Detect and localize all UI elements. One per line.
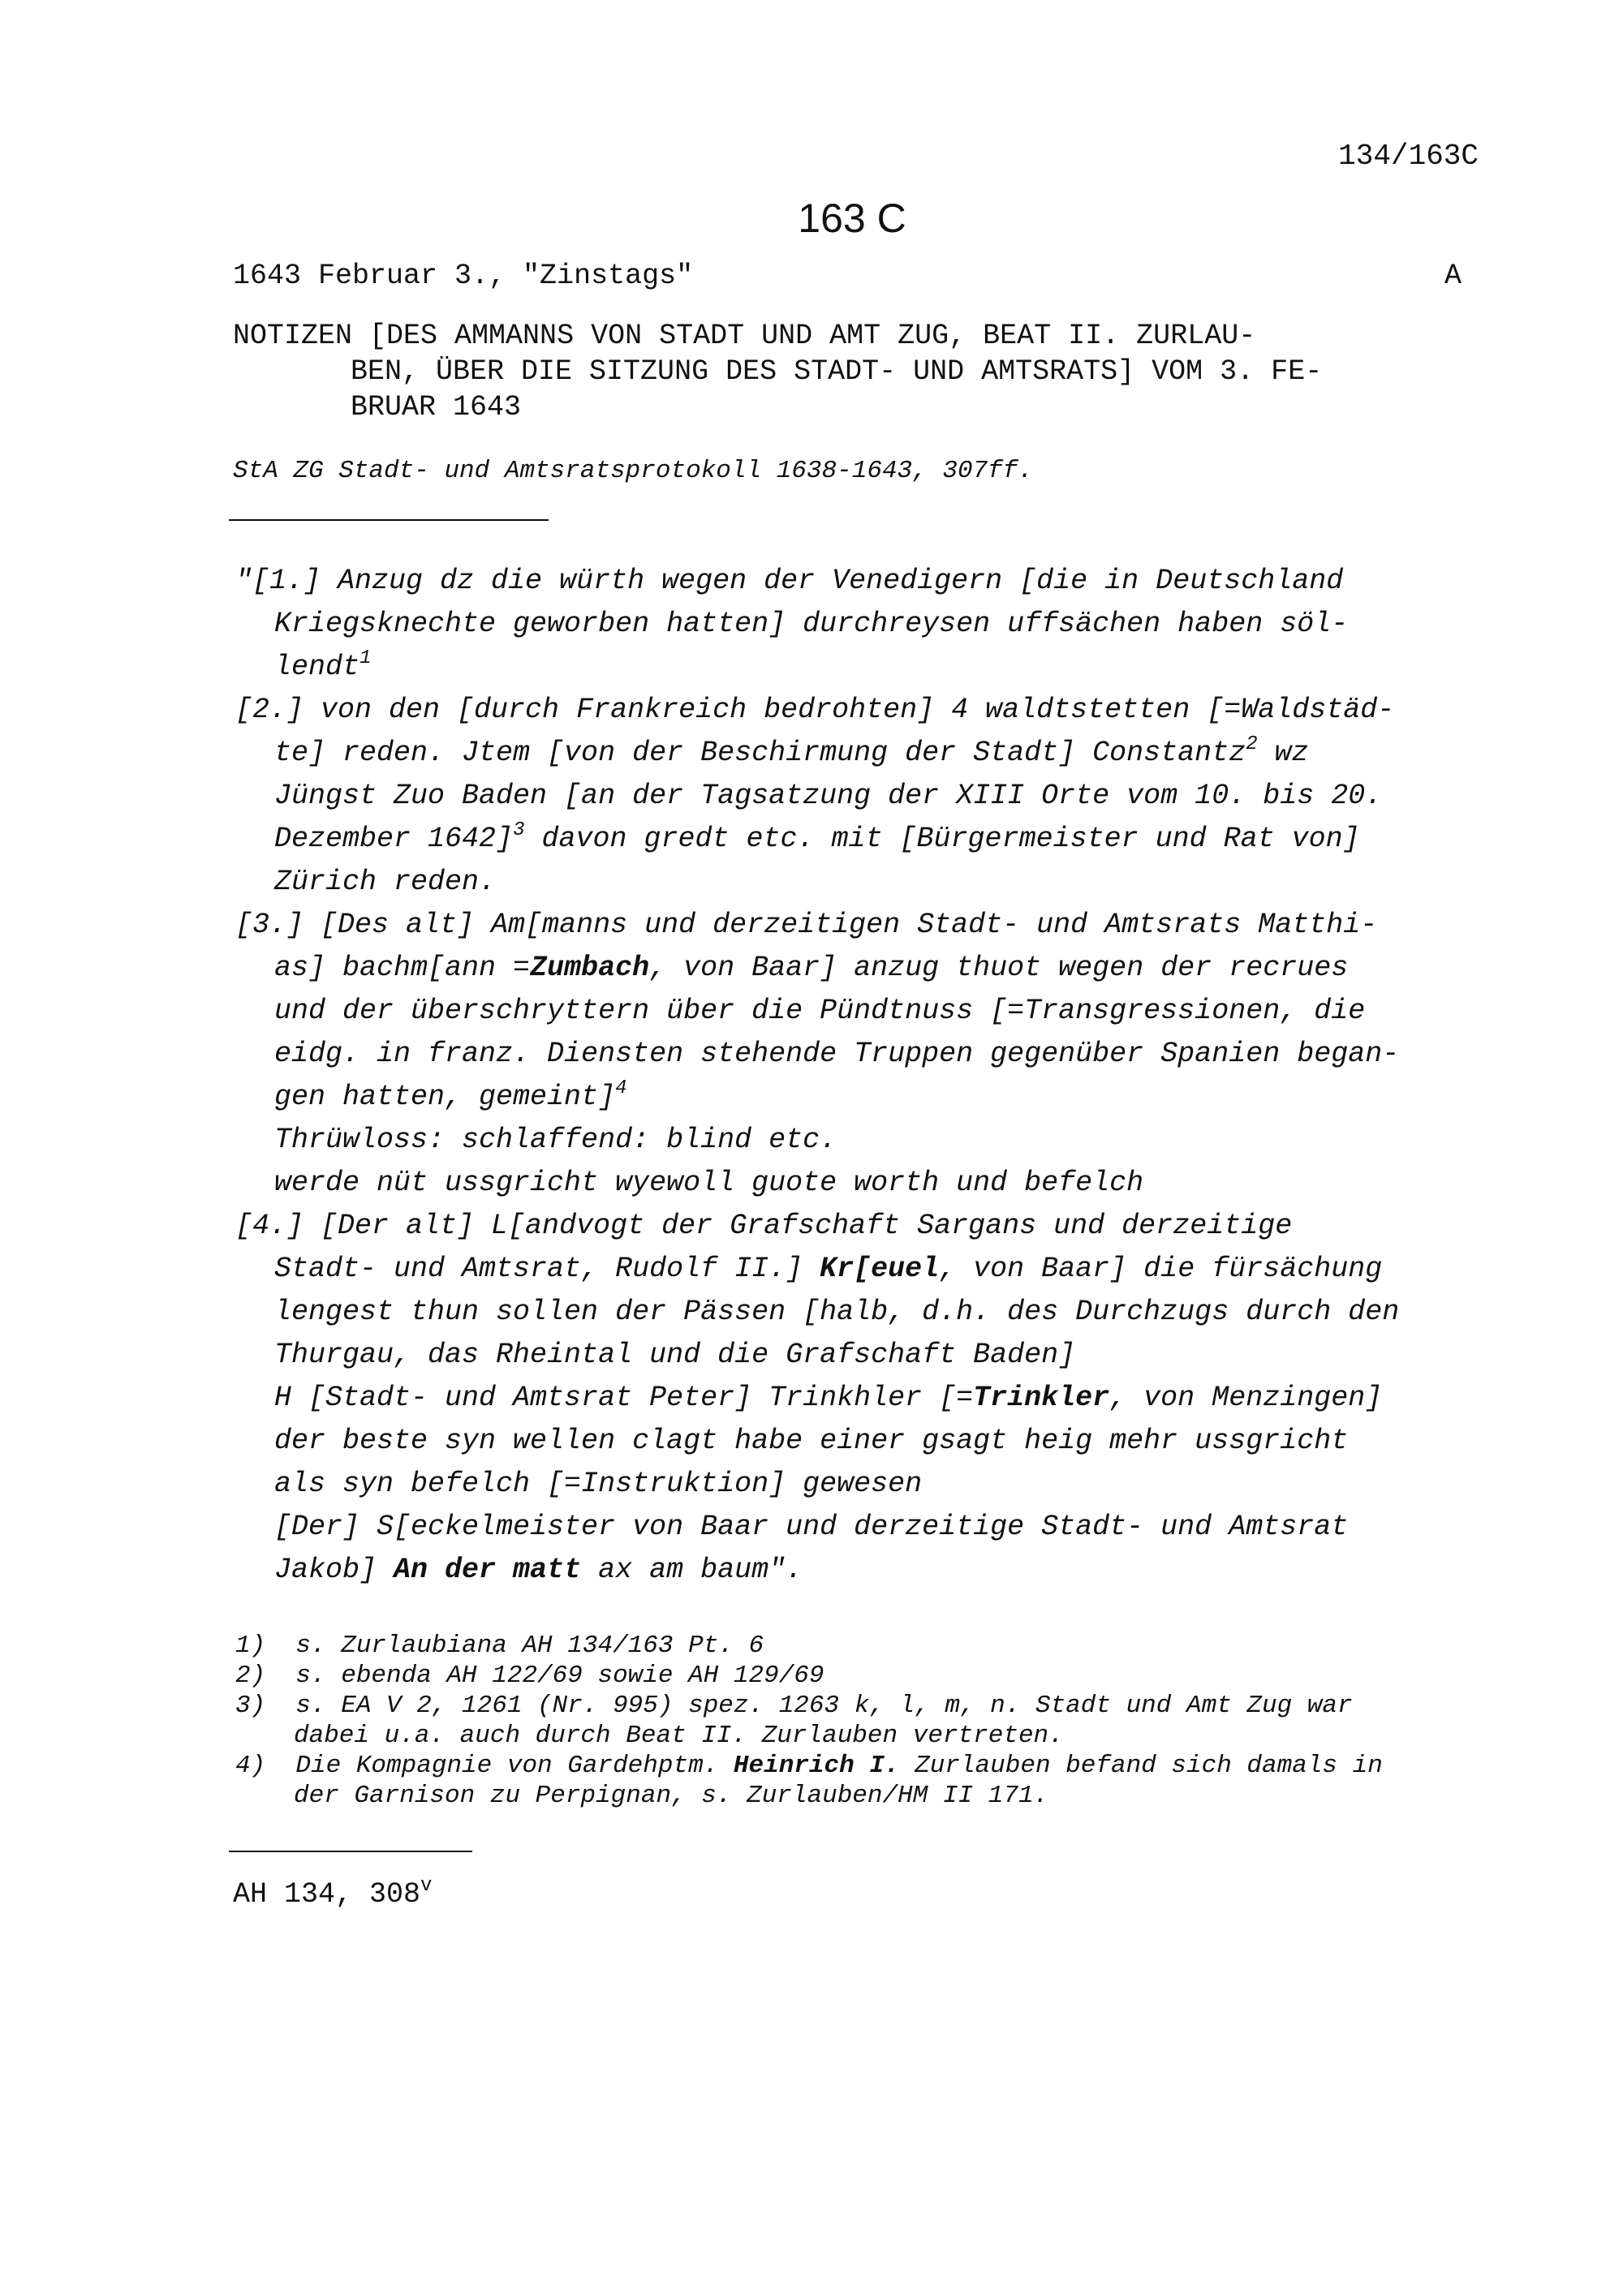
document-letter: A [1444, 260, 1462, 292]
text-line: eidg. in franz. Diensten stehende Truppen gegenüber Spanien began- [274, 1038, 1400, 1070]
text-line: Dezember 1642]$^3$ davon gredt etc. mit [Bürgermeister und Rat von] [274, 819, 1360, 855]
text-line: Stadt- und Amtsrat, Rudolf II.] Kr[euel, von Baar] die fürsächung [274, 1253, 1383, 1285]
name-highlight: Trinkler [973, 1382, 1110, 1414]
footnote-ref: 4 [615, 1077, 627, 1099]
text-line: der beste syn wellen clagt habe einer gsagt heig mehr ussgricht [274, 1425, 1349, 1457]
footnotes [235, 1631, 1485, 1811]
text-line: Jakob] An der matt ax am baum". [274, 1554, 803, 1586]
title-line: BRUAR 1643 [351, 391, 522, 424]
text-line: [4.] [Der alt] L[andvogt der Grafschaft Sargans und derzeitige [235, 1210, 1293, 1242]
text-line: [Der] S[eckelmeister von Baar und derzeitige Stadt- und Amtsrat [274, 1511, 1349, 1543]
text-line: as] bachm[ann =Zumbach, von Baar] anzug thuot wegen der recrues [274, 952, 1349, 984]
footnote-continuation: dabei u.a. auch durch Beat II. Zurlauben vertreten. [294, 1722, 1064, 1750]
document-date: 1643 Februar 3., "Zinstags" [233, 260, 694, 292]
text-line: Zürich reden. [274, 866, 497, 898]
text-line: als syn befelch [=Instruktion] gewesen [274, 1468, 923, 1500]
transcription-text [235, 560, 1485, 1592]
folio-reference: AH 134, 308$^v$ [233, 1875, 433, 1911]
name-highlight: Heinrich I. [733, 1752, 900, 1780]
folio-verso-mark: v [420, 1875, 433, 1897]
footnote-ref: 1 [359, 647, 372, 669]
footer-rule [229, 1851, 472, 1852]
document-number: 163 C [798, 196, 906, 241]
text-line: lendt$^1$ [274, 647, 372, 683]
footnote: 4) Die Kompagnie von Gardehptm. Heinrich I. Zurlauben befand sich damals in [235, 1752, 1383, 1780]
source-citation: StA ZG Stadt- und Amtsratsprotokoll 1638-1643, 307ff. [233, 457, 1033, 485]
title-line: NOTIZEN [DES AMMANNS VON STADT UND AMT ZUG, BEAT II. ZURLAU- [233, 320, 1256, 352]
text-line: Thrüwloss: schlaffend: blind etc. [274, 1124, 837, 1156]
text-line: H [Stadt- und Amtsrat Peter] Trinkhler [=Trinkler, von Menzingen] [274, 1382, 1383, 1414]
text-line: gen hatten, gemeint]$^4$ [274, 1077, 627, 1113]
name-highlight: An der matt [394, 1554, 582, 1586]
footnote-continuation: der Garnison zu Perpignan, s. Zurlauben/HM II 171. [294, 1782, 1049, 1810]
text-line: Thurgau, das Rheintal und die Grafschaft Baden] [274, 1339, 1076, 1371]
text-line: lengest thun sollen der Pässen [halb, d.h. des Durchzugs durch den [274, 1296, 1400, 1328]
footnote-ref: 3 [513, 819, 525, 841]
page-reference: 134/163C [1338, 140, 1479, 173]
footnote: 1) s. Zurlaubiana AH 134/163 Pt. 6 [235, 1632, 764, 1660]
footnote-ref: 2 [1246, 733, 1258, 755]
text-line: und der überschryttern über die Pündtnuss [=Transgressionen, die [274, 995, 1366, 1027]
text-line: te] reden. Jtem [von der Beschirmung der Stadt] Constantz$^2$ wz [274, 733, 1309, 769]
text-line: Jüngst Zuo Baden [an der Tagsatzung der XIII Orte vom 10. bis 20. [274, 780, 1383, 812]
text-line: Kriegsknechte geworben hatten] durchreysen uffsächen haben söl- [274, 608, 1349, 640]
text-line: werde nüt ussgricht wyewoll guote worth und befelch [274, 1167, 1144, 1199]
document-title [233, 318, 1474, 425]
footnote: 2) s. ebenda AH 122/69 sowie AH 129/69 [235, 1662, 824, 1690]
text-line: [2.] von den [durch Frankreich bedrohten] 4 waldtstetten [=Waldstäd- [235, 694, 1395, 726]
text-line: [3.] [Des alt] Am[manns und derzeitigen Stadt- und Amtsrats Matthi- [235, 909, 1378, 941]
text-line: "[1.] Anzug dz die würth wegen der Venedigern [die in Deutschland [235, 565, 1344, 597]
footnote: 3) s. EA V 2, 1261 (Nr. 995) spez. 1263 k, l, m, n. Stadt und Amt Zug war [235, 1692, 1353, 1720]
name-highlight: Zumbach [530, 952, 650, 984]
header-rule [229, 519, 549, 521]
name-highlight: Kr[euel [820, 1253, 940, 1285]
title-line: BEN, ÜBER DIE SITZUNG DES STADT- UND AMTSRATS] VOM 3. FE- [351, 355, 1323, 388]
